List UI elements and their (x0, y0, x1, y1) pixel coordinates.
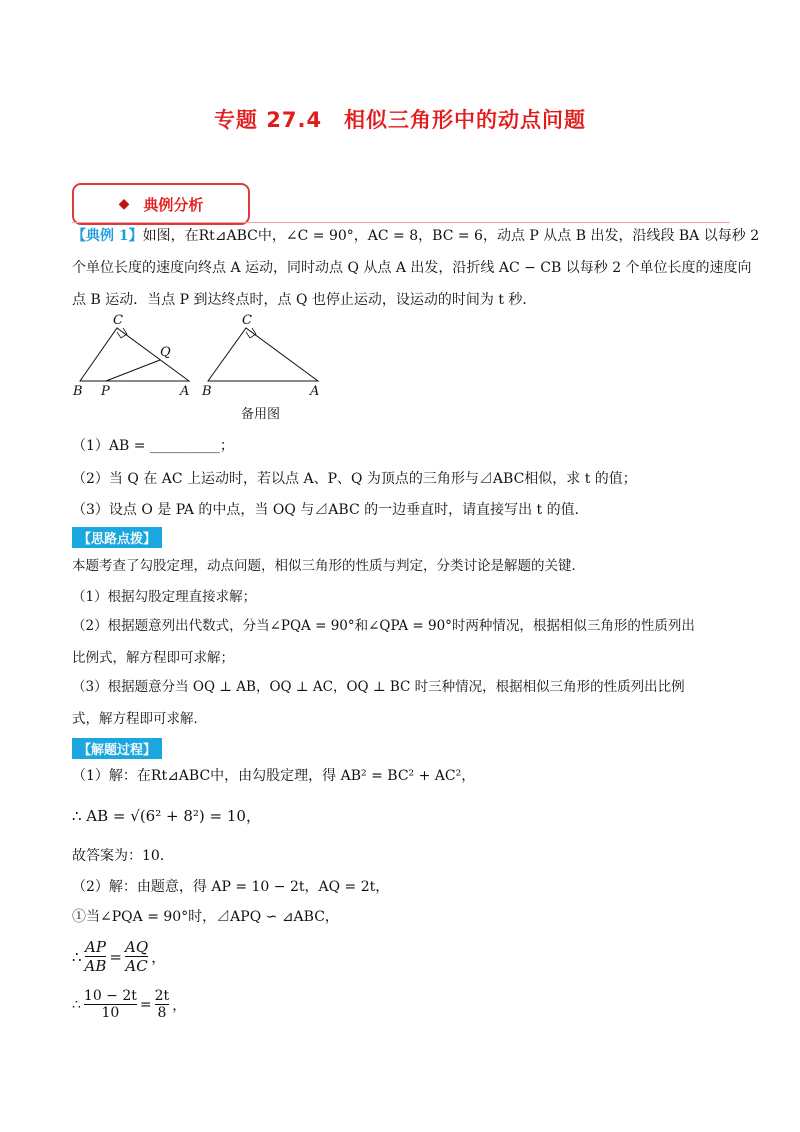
example-line-1: 【典例 1】如图，在Rt⊿ABC中，∠C = 90°，AC = 8，BC = 6，动点 P 从点 B 出发，沿线段 BA 以每秒 2 (72, 228, 760, 244)
section-label: 典例分析 (143, 195, 204, 214)
hint-line-6: 式，解方程即可求解． (72, 711, 207, 727)
fraction-equation-1: ∴ $\frac{AP}{AB}$ = $\frac{AQ}{AC}$ ， (72, 938, 167, 975)
hint-line-1: 本题考查了勾股定理，动点问题，相似三角形的性质与判定，分类讨论是解题的关键． (72, 558, 585, 574)
fraction-1-left: $\frac{AP}{AB}$ (84, 938, 107, 975)
section-divider (72, 222, 730, 223)
hint-line-5: （3）根据题意分当 OQ ⊥ AB，OQ ⊥ AC，OQ ⊥ BC 时三种情况，根据相似三角形的性质列出比例 (72, 679, 685, 695)
fraction-1-right: $\frac{AQ}{AC}$ (124, 938, 149, 975)
label-c-2: C (242, 313, 252, 328)
fraction-2-left: $\frac{10 - 2t}{10}$ (83, 988, 137, 1021)
hint-badge: 【思路点拨】 (72, 527, 162, 548)
label-c: C (113, 313, 123, 328)
page-title: 专题 27.4 相似三角形中的动点问题 (213, 108, 587, 132)
main-figure (72, 313, 189, 399)
label-b-2: B (202, 384, 212, 399)
fraction-equation-2: ∴ $\frac{10 - 2t}{10}$ = $\frac{2t}{8}$ ， (72, 988, 187, 1021)
example-line-2: 个单位长度的速度向终点 A 运动，同时动点 Q 从点 A 出发，沿折线 AC − CB 以每秒 2 个单位长度的速度向 (72, 260, 752, 276)
example-line-3: 点 B 运动．当点 P 到达终点时，点 Q 也停止运动，设运动的时间为 t 秒． (72, 292, 537, 308)
solution-line-4: （2）解：由题意，得 AP = 10 − 2t，AQ = 2t， (72, 879, 390, 895)
diamond-icon: ◆ (118, 196, 130, 212)
label-p: P (101, 384, 110, 399)
solution-line-3: 故答案为：10． (72, 848, 174, 864)
label-q: Q (160, 345, 171, 360)
backup-figure (201, 313, 319, 399)
question-2: （2）当 Q 在 AC 上运动时，若以点 A、P、Q 为顶点的三角形与⊿ABC相似，求 t 的值； (72, 471, 637, 487)
figure-caption: 备用图 (241, 407, 281, 422)
label-b: B (73, 384, 83, 399)
section-header (72, 183, 250, 225)
fraction-2-right: $\frac{2t}{8}$ (154, 988, 170, 1021)
solution-line-1: （1）解：在Rt⊿ABC中，由勾股定理，得 AB² = BC² + AC²， (72, 768, 476, 784)
example-tag: 【典例 1】 (72, 228, 143, 244)
question-3: （3）设点 O 是 PA 的中点，当 OQ 与⊿ABC 的一边垂直时，请直接写出 t 的值． (72, 502, 589, 518)
hint-line-3: （2）根据题意列出代数式，分当∠PQA = 90°和∠QPA = 90°时两种情况，根据相似三角形的性质列出 (72, 618, 695, 634)
solution-line-2: ∴ AB = √(6² + 8²) = 10， (72, 807, 261, 825)
label-a-2: A (310, 384, 320, 399)
solution-badge: 【解题过程】 (72, 738, 162, 759)
question-1: （1）AB = __________； (72, 438, 234, 454)
solution-line-5: ①当∠PQA = 90°时，⊿APQ ∽ ⊿ABC， (72, 909, 339, 925)
label-a: A (180, 384, 190, 399)
hint-line-4: 比例式，解方程即可求解； (72, 650, 234, 666)
triangle-figures (68, 312, 328, 402)
hint-line-2: （1）根据勾股定理直接求解； (72, 589, 257, 605)
